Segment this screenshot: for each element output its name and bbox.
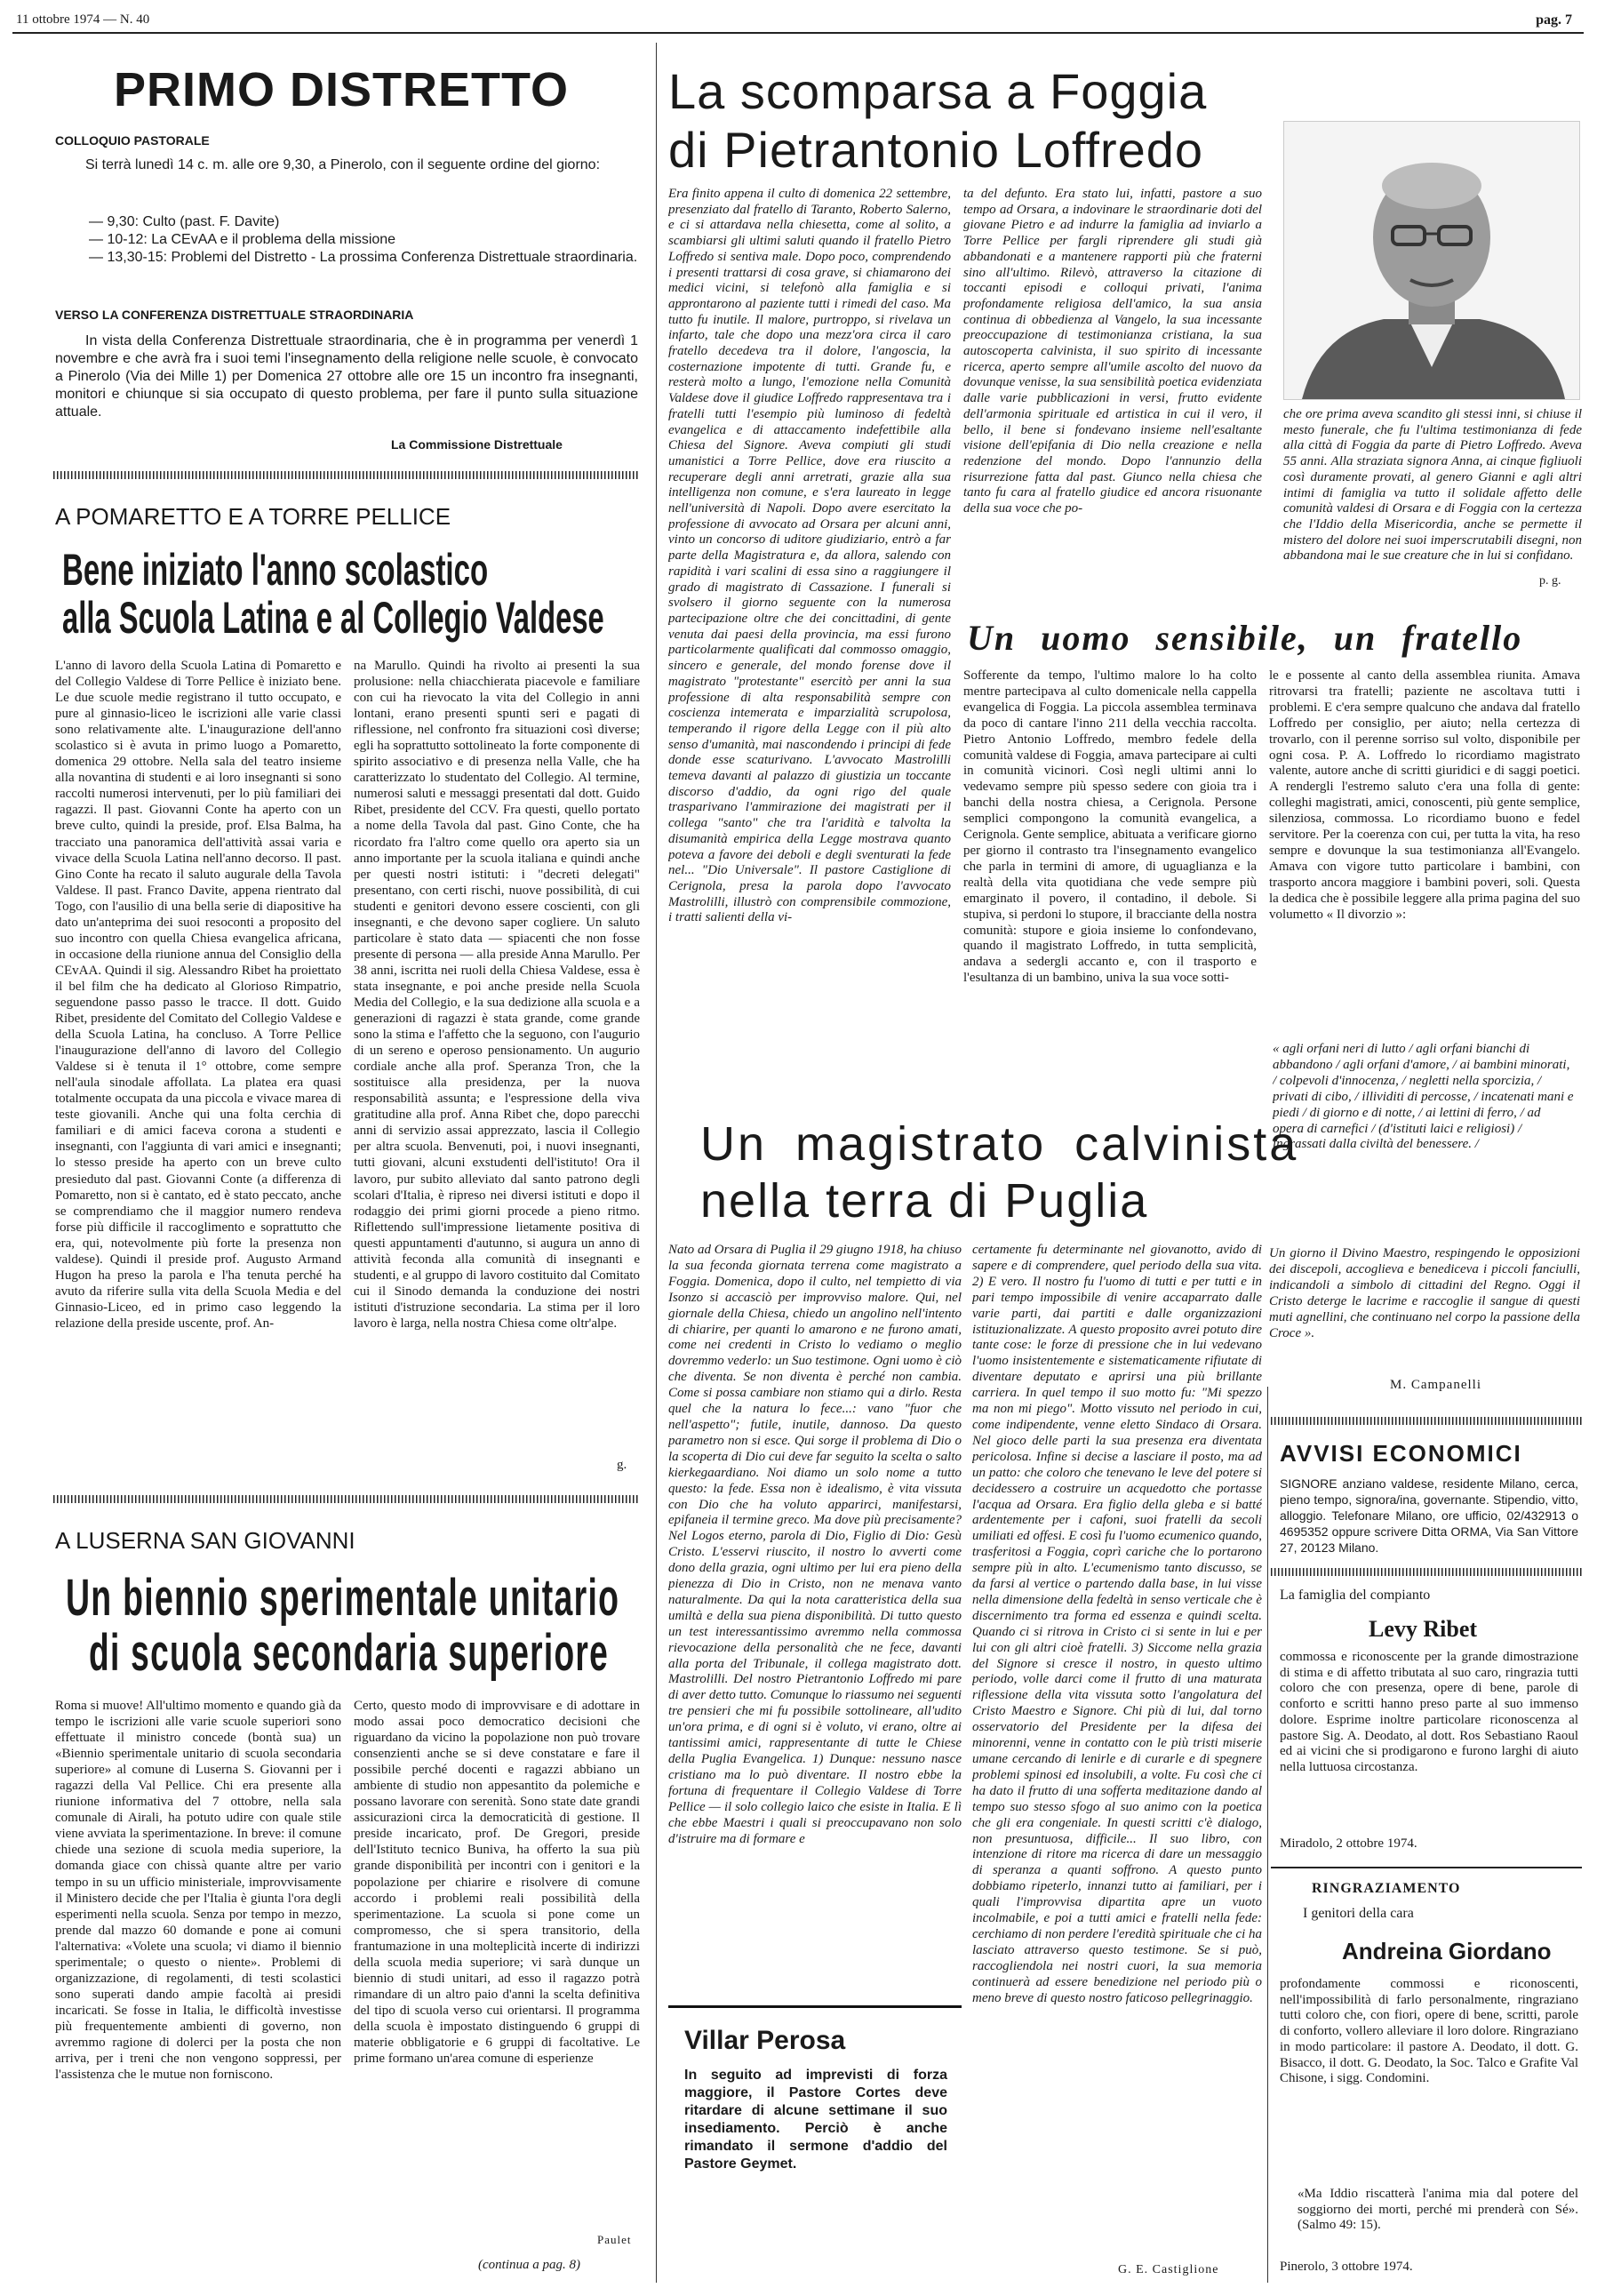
header-rule xyxy=(12,32,1584,34)
commissione-signature: La Commissione Distrettuale xyxy=(391,437,563,452)
continue-note: (continua a pag. 8) xyxy=(478,2258,580,2272)
magistrato-headline-1: Un magistrato calvinista xyxy=(700,1117,1299,1171)
villar-perosa-box xyxy=(668,2005,962,2284)
section-divider xyxy=(1271,1568,1582,1576)
magistrato-col-1: Nato ad Orsara di Puglia il 29 giugno 1918, ha chiuso la sua feconda giornata terrena come magistrato a Foggia. Domenica, dopo il culto, nel tempietto di via Isonzo si accasciò per improvviso malore. Qui, nel giornale della Chiesa, chiedo un angolino nell'intento di chiarire, per quanti lo amarono e ne furono amati, come nei credenti in Cristo lo vediamo o meglio dovremmo vederlo: un Suo testimone. Ogni uomo è ciò che diventa. Se non diventa è perché non cambia. Come si possa cambiare non stiamo qui a dirlo. Resta quel che la natura lo fece...: vano "fuor che nell'aspetto"; futile, inutile, dannoso. Da questo parametro non si esce. Qui sorge il problema di Dio o la scoperta di Dio cui deve far seguito la scelta o salto kierkegaardiano. Noi diamo un solo nome a tutto questo: la fede. Essa non è idealismo, è vita vissuta con Dio che ha voluto apparirci, manifestarsi, epifaneia il termine greco. Ma dove più precisamente? Nel Logos eterno, parola di Dio, Figlio di Dio: Gesù Cristo. L'esservi riuscito, il nostro lo avverti come dono della grazia, ogni ultimo per lui era pieno della pienezza di Dio in Cristo, non ne menava vanto naturalmente. Da qui la nota caratteristica della sua umiltà e della sua piena disponibilità. Di tutto questo un test interessantissimo avremmo nella commossa rievocazione della personalità che ne fece, davanti alla porta del Tribunale, il collega magistrato dott. Mastrolilli. Del nostro Pietrantonio Loffredo mi pare di aver detto tutto. Comunque lo riassumo nei seguenti tre pensieri che mi fu possibile sottolineare, all'udito un'ora prima, e di ogni si è voluto, vi erano, oltre ai tantissimi amici, rappresentante di tutte le Chiese della Puglia Evangelica. 1) Dunque: nessuno nasce cristiano ma lo può diventare. Il nostro ebbe la fortuna di frequentare il Collegio Valdese di Torre Pellice — il solo collegio laico che esiste in Italia. E lì che ebbe Maestri i quali si preoccupavano non solo d'istruire ma di formare e xyxy=(668,1243,962,1846)
ringraziamento-name: Andreina Giordano xyxy=(1342,1938,1552,1964)
ringraziamento-body: profondamente commossi e riconoscenti, nell'impossibilità di farlo personalmente, ringraziano tutti coloro che, con fiori, opere di bene, scritti, parole di conforto, vollero alleviare il loro dolore. Ringraziano in modo particolare: il pastore A. Deodato, il dott. G. Bisacco, il dott. G. Deodato, la Soc. Talco e Grafite Val Chisone, i sigg. Condomini. xyxy=(1280,1977,1578,2086)
section-divider xyxy=(53,471,640,479)
section-divider xyxy=(1271,1417,1582,1425)
magistrato-col-2: certamente fu determinante nel giovanotto, avido di sapere e di comprendere, quel periodo della sua vita. 2) E vero. Il nostro fu l'uomo di tutti e per tutti e in pari tempo impossibile di venire accaparrato dalle varie parti, dai partiti e dalle organizzazioni istituzionalizzate. A questo proposito avrei potuto dire tante cose: le forze di pressione che in lui vedevano l'uomo insistentemente e sistematicamente rifiutate di diventare deputato e aprirsi una più brillante carriera. In quel tempo il suo motto fu: "Mi spezzo ma non mi piego". Motto vissuto nel periodo in cui, come indipendente, venne eletto Sindaco di Orsara. Nel gioco delle parti la sua presenza era diventata pericolosa. Infine si decise a lasciare il posto, ma ad un patto: che coloro che tenevano le leve del potere si decidessero a costruire un acquedotto che portasse l'acqua ad Orsara. Era figlio della gleba e si batté ardentemente per i cafoni, suoi fratelli da secoli umiliati ed offesi. E così fu l'uomo ecumenico quando, trasferitosi a Foggia, coprì cariche che lo portarono sempre più in alto. L'ecumenismo tanto discusso, se da farsi al vertice o partendo dalla base, in lui visse nella dimensione della fedeltà in senso verticale che è discernimento tra forma ed essenza e quindi scelta. Quando ci si ritrova in Cristo ci si sente in lui e per lui con gli altri cioè fratelli. 3) Siccome nella grazia del Signore si cresce il nostro, in questo ultimo periodo, volle darci come il frutto di una maturata riflessione della vita vissuta sotto l'angolatura del Cristo Maestro e Signore. Chi più di lui, dal torno osservatorio del Presidente per la difesa dei minorenni, venne in contatto con le più tristi miserie umane cercando di lenirle e di curarle e di spegnere problemi spinosi ed insolubili, a volte. Fu così che ci ha dato il frutto di una sofferta meditazione dando al tempo suo stesso sfogo al suo animo con la poetica che gli era congeniale. In questi scritti c'è dialogo, non presuntuosa, difficile... Il suo libro, con intenzione di ritore ma ricerca di dare un messaggio di speranza a quanti soffrono. A questo punto dobbiamo ripeterlo, innanzi tutto ai familiari, per i quali l'improvvisa dipartita apre un vuoto incolmabile, e poi a tutti amici e fratelli nella fede: cerchiamo di non perdere l'eredità spirituale che ci ha lasciato attraverso questo testimone. Se si può, raccogliendola nei nostri cuori, la sua memoria continuerà ad essere benedizione nel periodo più o meno breve di questo nostro faticoso pellegrinaggio. xyxy=(972,1243,1262,2005)
pomaretto-headline-1: Bene iniziato l'anno scolastico xyxy=(62,545,489,595)
foggia-headline-2: di Pietrantonio Loffredo xyxy=(668,122,1204,178)
foggia-headline-1: La scomparsa a Foggia xyxy=(668,63,1208,119)
ringraziamento-date: Pinerolo, 3 ottobre 1974. xyxy=(1280,2260,1413,2274)
column-separator xyxy=(656,43,657,2283)
avvisi-body: SIGNORE anziano valdese, residente Milano, cerca, pieno tempo, signora/ina, governante. Stipendio, vitto, alloggio. Telefonare Milano, ore ufficio, 02/432913 o 4695352 oppure scrivere Ditta ORMA, Via San Vittore 27, 20123 Milano. xyxy=(1280,1476,1578,1555)
villar-perosa-body: In seguito ad imprevisti di forza maggiore, il Pastore Cortes deve ritardare di alcune settimane il suo insediamento. Perciò è anche rimandato il sermone d'addio del Pastore Geymet. xyxy=(684,2068,947,2172)
luserna-col-2: Certo, questo modo di improvvisare e di adottare in modo assai poco democratico decisioni che riguardano da vicino la popolazione non può trovare consenzienti anche se si deve constatare e fare il possibile perché docenti e ragazzi abbiano un ambiente di studio non appesantito da polemiche e possano lavorare con serenità. Sono state date grandi assicurazioni circa la democraticità di gestione. Il preside incaricato, prof. De Gregori, preside dell'Istituto tecnico Buniva, ha offerto la sua più grande disponibilità per incontri con i genitori e la popolazione per chiarire e risolvere di comune accordo i problemi reali possibilità della sperimentazione. La scuola si pone come un compromesso, che si spera transitorio, della frantumazione in una molteplicità incerte di indirizzi della scuola media superiore; vi sarà dunque un biennio di studi unitari, ad esso il ragazzo potrà rimandare di un altro paio d'anni la scelta definitiva del tipo di scuola verso cui orientarsi. Il programma della scuola è impostato distinguendo 6 gruppi di materie obbligatorie e 6 gruppi di facoltative. Le prime formano un'area comune di esperienze xyxy=(354,1699,640,2067)
notice-divider xyxy=(1271,1867,1582,1868)
section-divider xyxy=(53,1495,640,1503)
pomaretto-col-2: na Marullo. Quindi ha rivolto ai presenti la sua prolusione: nella chiacchierata piacevole e familiare con cui ha rievocato la vita del Collegio in anni lontani, erano presenti spunti seri e pagati di riflessione, nel confronto fra situazioni così diverse; egli ha soprattutto sottolineato la forte componente di spirito associativo e di presenza nella Valle, che ha caratterizzato lo studentato del Collegio. Al termine, numerosi saluti e messaggi presentati dal dott. Guido Ribet, presidente del CCV. Fra questi, quello portato a nome della Tavola dal past. Gino Conte, che ha ricordato fra l'altro come quello ora aperto sia un anno importante per la scuola italiana e quindi anche per questi nostri istituti: i "decreti delegati" presentano, con certi rischi, nuove possibilità, di cui studenti e genitori devono essere coscienti, con gli insegnanti, e che devono saper cogliere. Un saluto particolare è stato data — spiacenti che non fosse presente di persona — alla preside Anna Marullo. Per 38 anni, iscritta nei ruoli della Chiesa Valdese, essa è stata insegnante, e poi anche preside nella Scuola Media del Collegio, e la sua dedizione alla scuola e a generazioni di ragazzi è stata grande, come grande sono la stima e l'affetto che la seguono, con l'augurio di un sereno e operoso pensionamento. Un augurio cordiale anche alla prof. Speranza Tron, che la sostituisce alla presidenza, per la nuova responsabilità assunta; e l'espressione della viva gratitudine alla prof. Anna Ribet che, dopo parecchi anni di servizio assai apprezzato, lascia il Collegio per altra scuola. Benvenuti, poi, i nuovi insegnanti, tutti giovani, alcuni exstudenti dell'istituto! Ora il lavoro, pur subito alleviato dal santo patrono degli scolari d'Italia, è ripreso nei diversi istituti e dopo il rodaggio dei primi giorni procede a pieno ritmo. Riflettendo sull'impressione lietamente positiva di questi appuntamenti d'autunno, si augura un anno di attività feconda alla comunità di insegnanti e studenti, e al gruppo di lavoro costituito dal Comitato cui il Sinodo demanda la conduzione dei nostri istituti d'istruzione secondaria. La stima per il loro lavoro è larga, nella nostra Chiesa come oltr'alpe. xyxy=(354,659,640,1331)
luserna-col-1: Roma si muove! All'ultimo momento e quando già da tempo le iscrizioni alle varie scuole superiori sono effettuate il ministro concede (bontà sua) un «Biennio sperimentale unitario di scuola secondaria superiore» al comune di Luserna S. Giovanni per i ragazzi della Val Pellice. Chi era presente alla riunione informativa del 7 ottobre, nella sala comunale di Airali, ha potuto udire con quale stile viene avviata la sperimentazione. In breve: il comune chiede una sezione di scuola media superiore, la domanda giace con chissà quante altre per vario tempo in su un ufficio ministeriale, improvvisamente il Ministero decide che per l'Italia è giunta l'ora degli esperimenti nella scuola. Senza por tempo in mezzo, prende dal mazzo 60 domande e pone ai comuni l'alternativa: «Volete una scuola; vi diamo il biennio sperimentale; o questo o niente». Problemi di organizzazione, di regolamenti, di testi scolastici sono superati dando ampie facoltà ai presidi incaricati. Se fosse in Italia, le difficoltà investisse più frequentemente ambienti di governo, non avremmo ragione di dolerci per la posta che non arriva, per i treni che non vengono soppressi, per l'assistenza che le mutue non forniscono. xyxy=(55,1699,341,2083)
uomo-col-2: le e possente al canto della assemblea riunita. Amava ritrovarsi tra fratelli; paziente ne ascoltava tutti i problemi. E c'era sempre qualcuno che andava dal fratello Loffredo per consiglio, per aiuto; nella certezza di trovarlo, con il perenne sorriso sul volto, disponibile per ogni cosa. P. A. Loffredo lo ricordiamo magistrato valente, autore anche di scritti giuridici e di saggi poetici. A rendergli l'estremo saluto c'era una folla di gente: colleghi magistrati, amici, conoscenti, più gente semplice, silenziosa, commossa. Lo ricordiamo buono e fedel servitore. Per la coerenza con cui, per tutta la vita, ha reso sempre e dovunque la sua testimonianza all'Evangelo. Amava con vigore tutto particolare i bambini, con trasporto ancora maggiore i bambini poveri, soli. Questa la dedica che è possibile leggere alla prima pagina del suo volumetto « Il divorzio »: xyxy=(1269,668,1580,922)
levy-body: commossa e riconoscente per la grande dimostrazione di stima e di affetto tributata al suo caro, ringrazia tutti coloro che con presenza, opere di bene, parole di conforto e scritti hanno preso parte al suo immenso dolore. Esprime inoltre particolare riconoscenza al pastore Sig. A. Deodato, al dott. Ros Sebastiano Raoul ed ai vicini che si prodigarono e furono larghi di aiuto nella luttuosa circostanza. xyxy=(1280,1650,1578,1774)
uomo-signature: M. Campanelli xyxy=(1390,1378,1481,1392)
uomo-end: Un giorno il Divino Maestro, respingendo le opposizioni dei discepoli, accoglieva e benediceva i piccoli fanciulli, indicandoli a simbolo di cittadini del Regno. Oggi il Cristo deterge le lacrime e raccoglie il sangue di questi muti agnellini, che continuano nel corpo la passione della Croce ». xyxy=(1269,1246,1580,1340)
colloquio-intro: Si terrà lunedì 14 c. m. alle ore 9,30, a Pinerolo, con il seguente ordine del giorno: xyxy=(85,157,601,172)
conferenza-subhead: VERSO LA CONFERENZA DISTRETTUALE STRAORDINARIA xyxy=(55,308,414,322)
uomo-col-1: Sofferente da tempo, l'ultimo malore lo ha colto mentre partecipava al culto domenicale nella cappella evangelica di Foggia. La piccola assemblea terminava da poco di cantare l'inno 211 della vecchia raccolta. Pietro Antonio Loffredo, membro fedele della comunità valdese di Foggia, amava partecipare ai culti in comunità vicinori. Così negli ultimi anni lo vedevamo sempre più spesso sedere con gioia tra i banchi della nostra chiesa, a Cerignola. Persone semplici compongono la comunità evangelica, a Cerignola. Gente semplice, abituata a verificare giorno per giorno il contrasto tra l'insegnamento evangelico che parla in termini di amore, di uguaglianza e la realtà della vita quotidiana che vede sempre più emarginato il povero, il contadino, il debole. Si stupiva, si perdoni lo stupore, il bracciante della nostra comunità: stupore e gioia insieme lo confondevano, quando il magistrato Loffredo, in tutta semplicità, andava a sedergli accanto e, con il trasporto e l'esultanza di un bambino, univa la sua voce sotti- xyxy=(963,668,1257,986)
magistrato-headline-2: nella terra di Puglia xyxy=(700,1174,1149,1228)
luserna-kicker: A LUSERNA SAN GIOVANNI xyxy=(55,1527,355,1554)
ringraziamento-line1: I genitori della cara xyxy=(1303,1906,1414,1921)
primo-distretto-title: PRIMO DISTRETTO xyxy=(114,63,570,116)
conferenza-body: In vista della Conferenza Distrettuale straordinaria, che è in programma per venerdì 1 novembre e che avrà fra i suoi temi l'insegnamento della religione nelle scuole, è convocato a Pinerolo (Via dei Mille 1) per Domenica 27 ottobre alle ore 15 un incontro fra insegnanti, monitori e chiunque si sia occupato di questo problema, per fare il punto sulla situazione attuale. xyxy=(55,333,638,420)
agenda-item: — 10-12: La CEvAA e il problema della missione xyxy=(89,232,396,247)
levy-line1: La famiglia del compianto xyxy=(1280,1588,1431,1603)
luserna-signature: Paulet xyxy=(597,2233,632,2246)
luserna-headline-1: Un biennio sperimentale unitario xyxy=(66,1569,620,1627)
luserna-headline-2: di scuola secondaria superiore xyxy=(89,1624,610,1682)
column-separator xyxy=(1267,1387,1268,2283)
foggia-col-2: ta del defunto. Era stato lui, infatti, pastore a suo tempo ad Orsara, a indovinare le straordinarie doti del giovane Pietro e ad indurre la famiglia ad inviarlo a Torre Pellice per fargli riprendere gli studi già abbandonati e a mantenere rapporti più che fraterni sino all'ultimo. Rilevò, attraverso la citazione di toccanti episodi e colloqui privati, l'anima profondamente religiosa dell'amico, la sua ansia continua di obbedienza al Vangelo, la sua incessante preoccupazione di testimonianza cristiana, la sua autoscoperta calvinista, il suo spirito di incessante ricerca, aperto sempre all'umile ascolto del nuovo da dovunque venisse, la sua sensibilità poetica evidenziata dalle varie pubblicazioni in versi, frutto evidente dell'armonia spirituale ed artistica in cui il vero, il bello, il bene si fondevano insieme nell'esaltante visione dell'epifania di Dio nella creazione e nella redenzione del mondo. Dopo l'annunzio della risurrezione fatta dal past. Giunco nella chiesa che tanto fu cara al fratello giudice ed ancora risuonante della sua voce che po- xyxy=(963,187,1262,516)
levy-date: Miradolo, 2 ottobre 1974. xyxy=(1280,1836,1417,1851)
colloquio-agenda xyxy=(89,213,640,267)
colloquio-subhead: COLLOQUIO PASTORALE xyxy=(55,133,210,148)
pomaretto-headline-2: alla Scuola Latina e al Collegio Valdese xyxy=(62,593,604,643)
avvisi-title: AVVISI ECONOMICI xyxy=(1280,1440,1522,1467)
page-date: 11 ottobre 1974 — N. 40 xyxy=(16,12,150,27)
foggia-signature: p. g. xyxy=(1539,574,1561,588)
agenda-item: — 13,30-15: Problemi del Distretto - La prossima Conferenza Distrettuale straordinaria. xyxy=(89,250,638,265)
uomo-headline: Un uomo sensibile, un fratello xyxy=(967,618,1523,658)
ringraziamento-quote: «Ma Iddio riscatterà l'anima mia dal potere del soggiorno dei morti, perché mi prenderà con Sé». (Salmo 49: 15). xyxy=(1298,2187,1578,2233)
villar-perosa-title: Villar Perosa xyxy=(684,2026,846,2055)
pomaretto-signature: g. xyxy=(617,1458,627,1472)
foggia-col-1: Era finito appena il culto di domenica 22 settembre, presenziato dal fratello di Taranto, Roberto Salerno, e ci si attardava nella chiesetta, come al solito, a scambiarsi gli ultimi saluti quando il fratello Pietro Loffredo si sentiva male. Dopo poco, comprendendo i presenti trattarsi di cosa grave, si chiamarono dei medici vicini, si telefonò alla famiglia e si approntarono al paziente tutti i rimedi del caso. Ma tutto fu inutile. Il malore, purtroppo, si rivelava un infarto, tale che dopo una mezz'ora circa il caro fratello decedeva tra il dolore, l'angoscia, la costernazione impotente di tutti. Grande fu, e resterà molto a lungo, l'emozione nella Comunità Valdese dove il giudice Loffredo rappresentava tra i fratelli tutti l'esempio più luminoso di fedeltà evangelica e di attaccamento indefettibile alla Chiesa del Signore. Aveva compiuti gli studi umanistici a Torre Pellice, dove era riuscito a recuperare degli anni arretrati, grazie alla sua intelligenza non comune, e s'era laureato in legge nell'università di Napoli. Dopo avere esercitato la professione di avvocato ad Orsara per alcuni anni, vinto un concorso di uditore giudiziario, entrò a far parte della Magistratura e, da allora, salendo con rapidità i vari scalini di essa sino a raggiungere il grado di magistrato di Cassazione. I funerali si svolsero il giorno seguente con la numerosa partecipazione oltre che dei concittadini, di gente venuta dai paesi della provincia, ma essi furono particolarmente qualificati dal commosso omaggio, sincero e generale, del mondo forense dove il magistrato "protestante" esercitò per anni la sua professione di alta responsabilità sempre con coscienza intemerata e imparzialità scrupolosa, temperando il rigore della Legge con il più alto senso d'umanità, mai nascondendo i principi di fede donde esse scaturivano. L'avvocato Mastrolilli temeva davanti al palazzo di giustizia un toccante discorso d'addio, da ogni rigo del quale trasparivano l'ammirazione dei magistrati per il collega "santo" che tra l'aridità e talvolta la disumanità empirica della Legge mostrava quanto poteva a favore dei deboli e degli sventurati la fede nel... "Dio Universale". Il pastore Castiglione di Cerignola, presa la parola dopo l'avvocato Mastrolilli, illustrò con comprensibile commozione, i tratti salienti della vi- xyxy=(668,187,951,925)
portrait-figure-icon xyxy=(1284,122,1579,399)
levy-name: Levy Ribet xyxy=(1369,1616,1478,1642)
ringraziamento-title: RINGRAZIAMENTO xyxy=(1312,1881,1461,1896)
agenda-item: — 9,30: Culto (past. F. Davite) xyxy=(89,214,280,229)
pomaretto-col-1: L'anno di lavoro della Scuola Latina di Pomaretto e del Collegio Valdese di Torre Pellice è iniziato bene. Le due scuole medie registrano il tutto occupato, e pure al ginnasio-liceo le iscrizioni alle varie classi sono relativamente alte. L'inaugurazione dell'anno scolastico si è avuta in primo luogo a Pomaretto, domenica 29 ottobre. Nella sala del teatro insieme alla novantina di studenti e ai loro insegnanti si sono raccolti numerosi intervenuti, per lo più familiari dei ragazzi. Il past. Giovanni Conte ha aperto con un breve culto, quindi la preside, prof. Elsa Balma, ha tracciato una panoramica dell'attività assai varia e vivace della Scuola Latina nell'anno decorso. Il past. Gino Conte ha recato il saluto augurale della Tavola Valdese. Il past. Franco Davite, appena rientrato dal Togo, con l'ausilio di una bella serie di diapositive ha dato un'anteprima dei suoi resoconti a proposito del suo incontro con quella Chiesa evangelica africana, in occasione della riunione annua del Consiglio della CEvAA. Quindi il sig. Alessandro Ribet ha proiettato il bel film che ha dedicato al Glorioso Rimpatrio, seguendone passo passo le tracce. Il dott. Guido Ribet, presidente del Comitato del Collegio Valdese e della Scuola Latina, ha concluso. A Torre Pellice l'inaugurazione dell'anno di lavoro del Collegio Valdese si è tenuta il 1° ottobre, come sempre nell'aula sinodale affollata. La platea era quasi totalmente occupata da una piccola e vivace marea di teste giovanili. Anche qui una folta cerchia di familiari e di amici faceva corona a studenti e insegnanti, con l'aggiunta di vari amici e insegnanti; lo stesso preside ha aperto con un breve culto presieduto dal past. Giovanni Conte (a differenza di Pomaretto, non si è cantato, ed è stato peccato, anche se comprendiamo che il maggior numero rendeva forse più difficile il raccoglimento e soprattutto che era, qui, notevolmente più forte la presenza non valdese). Quindi il preside prof. Augusto Armand Hugon ha preso la parola e l'ha tenuta perché ha avuto da riferire sulla vita della Scuola Media e del Ginnasio-Liceo, ed in primo caso leggendo la relazione della preside uscente, prof. An- xyxy=(55,659,341,1331)
foggia-col-3: che ore prima aveva scandito gli stessi inni, si chiuse il mesto funerale, che fu l'ultima testimonianza di fede alla città di Foggia da parte di Pietro Loffredo. Aveva 55 anni. Alla straziata signora Anna, ai cinque figliuoli così duramente provati, al genero Gianni e agli altri intimi di famiglia va tutto il solidale affetto delle comunità valdesi di Orsara e di Foggia con la certezza che l'Iddio della Misericordia, anche se permette il mistero del dolore nei suoi imperscrutabili disegni, non abbandona mai le sue creature che in lui si confidano. xyxy=(1283,407,1582,564)
uomo-poem: « agli orfani neri di lutto / agli orfani bianchi di abbandono / agli orfani d'amore, / ai bambini minorati, / colpevoli d'innocenza, / negletti nella sporcizia, / privati di cibo, / illividiti di percosse, / incatenati mani e piedi / di giorno e di notte, / ai lettini di ferro, / ad opera di carnefici / (d'istituti laici e religiosi) / ingrassati dalla civiltà del benessere. / xyxy=(1273,1042,1574,1152)
page-number: pag. 7 xyxy=(1536,12,1572,28)
magistrato-signature: G. E. Castiglione xyxy=(1118,2263,1219,2276)
pomaretto-kicker: A POMARETTO E A TORRE PELLICE xyxy=(55,503,451,530)
portrait-photo xyxy=(1283,121,1580,400)
